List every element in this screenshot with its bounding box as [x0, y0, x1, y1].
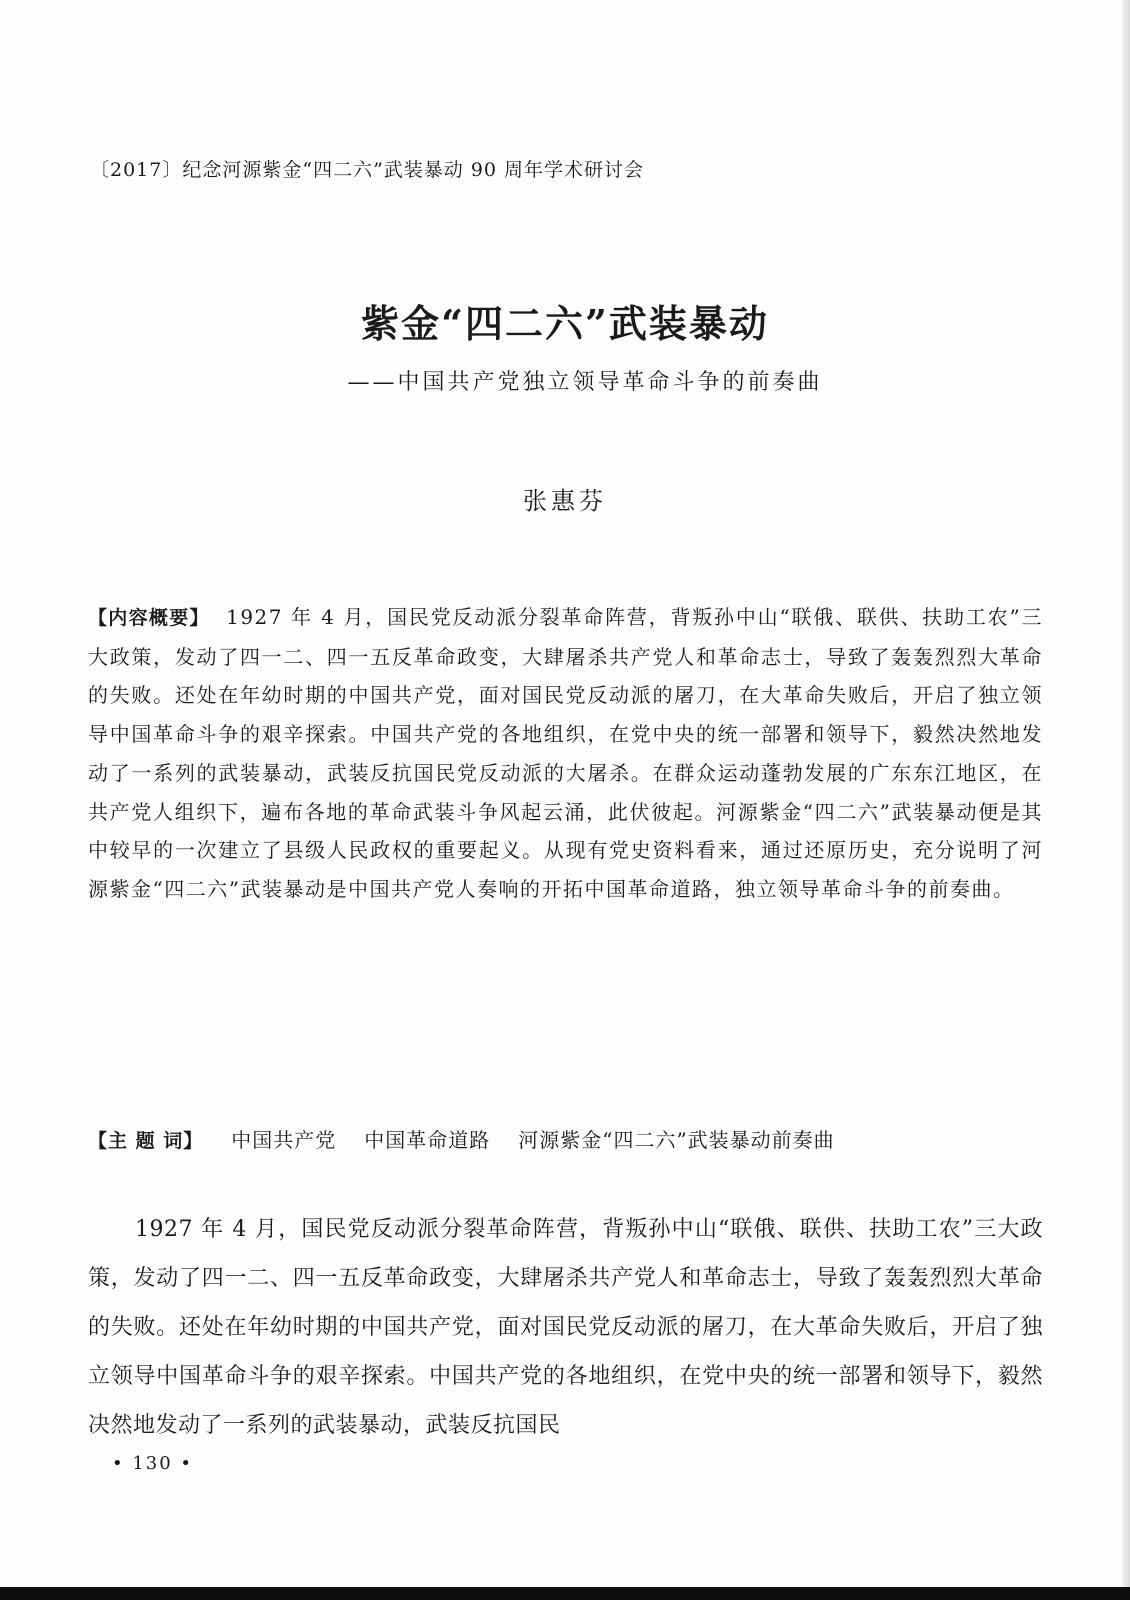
- abstract-section: [88, 598, 1043, 909]
- keywords-label: 【主 题 词】: [88, 1130, 204, 1152]
- scan-edge: [1122, 0, 1130, 1600]
- page-number: • 130 •: [112, 1453, 194, 1474]
- keyword-item: 河源紫金“四二六”武装暴动前奏曲: [518, 1128, 835, 1152]
- keywords-section: [88, 1124, 835, 1153]
- scan-bottom-border: [0, 1587, 1130, 1600]
- keyword-item: 中国共产党: [231, 1128, 337, 1152]
- abstract-label: 【内容概要】: [88, 607, 210, 629]
- abstract-text: 1927 年 4 月，国民党反动派分裂革命阵营，背叛孙中山“联俄、联供、扶助工农”三大政策，发动了四一二、四一五反革命政变，大肆屠杀共产党人和革命志士，导致了轰轰烈烈大革命的失败。还处在年幼时期的中国共产党，面对国民党反动派的屠刀，在大革命失败后，开启了独立领导中国革命斗争的艰辛探索。中国共产党的各地组织，在党中央的统一部署和领导下，毅然决然地发动了一系列的武装暴动，武装反抗国民党反动派的大屠杀。在群众运动蓬勃发展的广东东江地区，在共产党人组织下，遍布各地的革命武装斗争风起云涌，此伏彼起。河源紫金“四二六”武装暴动便是其中较早的一次建立了县级人民政权的重要起义。从现有党史资料看来，通过还原历史，充分说明了河源紫金“四二六”武装暴动是中国共产党人奏响的开拓中国革命道路，独立领导革命斗争的前奏曲。: [88, 605, 1043, 901]
- author-name: 张惠芬: [523, 487, 607, 515]
- keyword-item: 中国革命道路: [364, 1128, 491, 1152]
- body-paragraph: 1927 年 4 月，国民党反动派分裂革命阵营，背叛孙中山“联俄、联供、扶助工农”三大政策，发动了四一二、四一五反革命政变，大肆屠杀共产党人和革命志士，导致了轰轰烈烈大革命的失败。还处在年幼时期的中国共产党，面对国民党反动派的屠刀，在大革命失败后，开启了独立领导中国革命斗争的艰辛探索。中国共产党的各地组织，在党中央的统一部署和领导下，毅然决然地发动了一系列的武装暴动，武装反抗国民: [88, 1217, 1043, 1438]
- article-subtitle: ——中国共产党独立领导革命斗争的前奏曲: [347, 370, 823, 395]
- running-header: 〔2017〕纪念河源紫金“四二六”武装暴动 90 周年学术研讨会: [90, 159, 645, 181]
- article-title: 紫金“四二六”武装暴动: [361, 301, 769, 346]
